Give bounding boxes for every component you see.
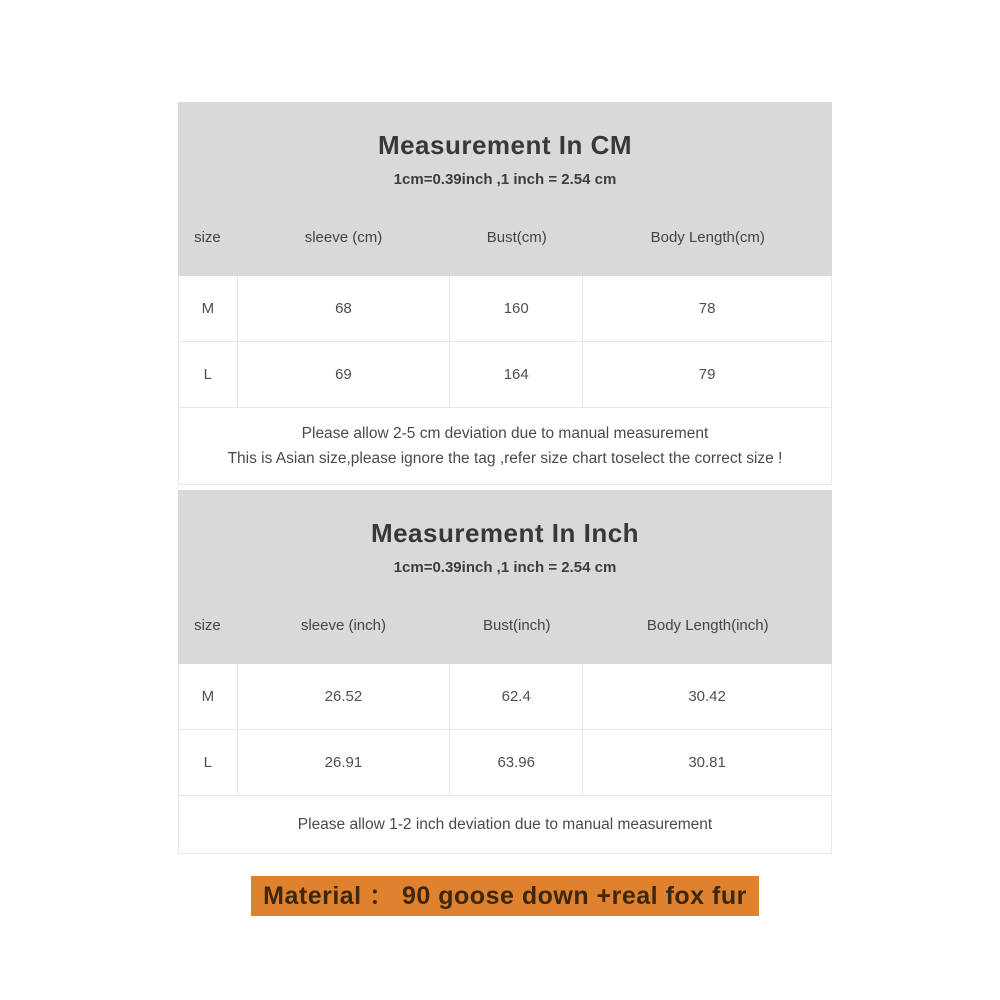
cm-row-m-bust: 160 <box>450 276 583 341</box>
inch-row-l-sleeve: 26.91 <box>238 730 451 795</box>
cm-row-m-sleeve: 68 <box>238 276 451 341</box>
cm-col-sleeve: sleeve (cm) <box>304 229 383 246</box>
cm-col-size: size <box>194 229 221 246</box>
cm-table <box>178 276 832 408</box>
cm-section-title: Measurement In CM <box>377 130 633 160</box>
cm-row-l-bust: 164 <box>450 342 583 407</box>
table-row <box>179 276 831 342</box>
cm-conversion-note: 1cm=0.39inch ,1 inch = 2.54 cm <box>393 171 617 188</box>
inch-column-header-row <box>178 616 832 664</box>
cm-row-m-body: 78 <box>698 300 716 317</box>
cm-note-line-2: This is Asian size,please ignore the tag ,refer size chart toselect the correct size ! <box>227 450 783 467</box>
material-row <box>178 876 832 916</box>
cm-section-header <box>178 102 832 276</box>
table-row <box>179 730 831 796</box>
inch-row-m-body: 30.42 <box>688 688 726 705</box>
inch-row-m-sleeve: 26.52 <box>238 664 451 729</box>
table-row <box>179 664 831 730</box>
cm-row-l-body: 79 <box>698 366 716 383</box>
cm-row-m-size: M <box>179 276 238 341</box>
cm-col-body-length: Body Length(cm) <box>650 229 765 246</box>
inch-note-box <box>178 796 832 854</box>
inch-row-l-size: L <box>179 730 238 795</box>
inch-col-size: size <box>194 617 221 634</box>
inch-row-l-body: 30.81 <box>688 754 726 771</box>
cm-note-line-1: Please allow 2-5 cm deviation due to manual measurement <box>301 425 709 442</box>
inch-row-m-size: M <box>179 664 238 729</box>
cm-note-box <box>178 408 832 485</box>
table-row <box>179 342 831 408</box>
inch-table <box>178 664 832 796</box>
inch-col-bust: Bust(inch) <box>483 617 551 634</box>
inch-note-line-1: Please allow 1-2 inch deviation due to manual measurement <box>297 816 713 833</box>
inch-section-header <box>178 490 832 664</box>
inch-row-l-bust: 63.96 <box>450 730 583 795</box>
size-chart <box>178 102 832 916</box>
cm-col-bust: Bust(cm) <box>486 229 547 246</box>
inch-col-body-length: Body Length(inch) <box>646 617 769 634</box>
cm-row-l-size: L <box>179 342 238 407</box>
inch-conversion-note: 1cm=0.39inch ,1 inch = 2.54 cm <box>393 559 617 576</box>
inch-col-sleeve: sleeve (inch) <box>300 617 386 634</box>
inch-section-title: Measurement In Inch <box>370 518 640 548</box>
cm-row-l-sleeve: 69 <box>238 342 451 407</box>
material-banner: Material ： 90 goose down +real fox fur <box>251 876 759 916</box>
inch-row-m-bust: 62.4 <box>450 664 583 729</box>
cm-column-header-row <box>178 228 832 276</box>
